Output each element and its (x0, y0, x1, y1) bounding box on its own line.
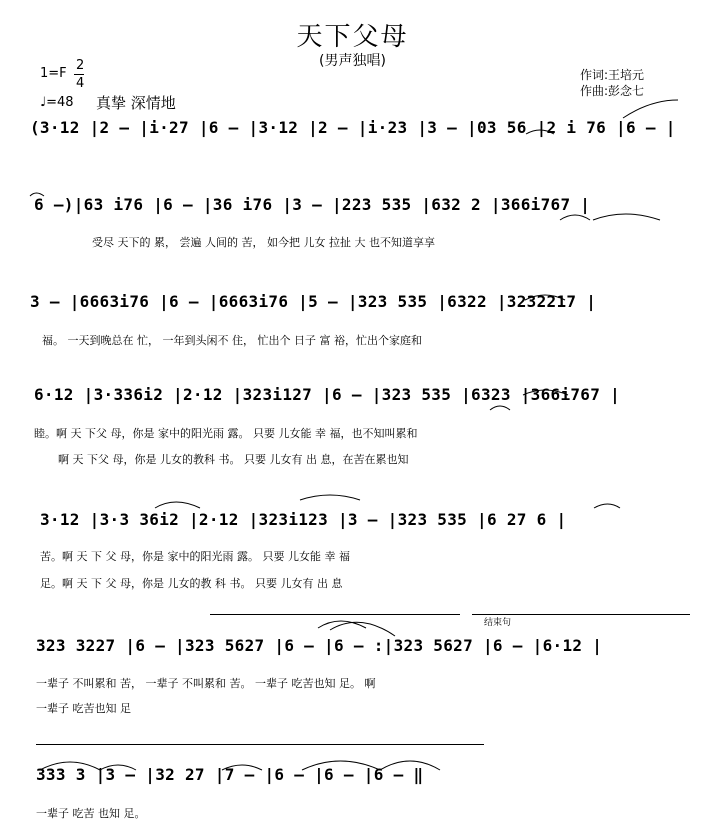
slur-arc (490, 406, 510, 410)
lyricist-credit: 作词:王培元 (580, 68, 645, 82)
score-line-7: 333 3 |3 — |32 27 |7 — |6 — |6 — |6 — ‖ (36, 765, 424, 784)
composer-credit: 作曲:彭念七 (580, 84, 645, 98)
lyric-line-5-verse-2: 足。啊 天 下 父 母，你是 儿女的教 科 书。 只要 儿女有 出 息 (40, 577, 343, 590)
score-line-2: 6 —)|63 i76 |6 — |36 i76 |3 — |223 535 |632 2 |366i767 | (34, 195, 591, 214)
tie-arc (623, 100, 678, 118)
lyric-line-4-verse-1: 睦。啊 天 下父 母，你是 家中的阳光雨 露。 只要 儿女能 幸 福，也不知叫累和 (34, 427, 418, 440)
coda-bracket-line (36, 744, 484, 745)
song-subtitle: (男声独唱) (319, 53, 386, 69)
score-line-5: 3·12 |3·3 36i2 |2·12 |323i123 |3 — |323 535 |6 27 6 | (40, 510, 567, 529)
lyric-line-5-verse-1: 苦。啊 天 下 父 母，你是 家中的阳光雨 露。 只要 儿女能 幸 福 (40, 550, 350, 563)
time-signature-top: 2 (76, 58, 85, 73)
tempo-marking: ♩=48 (40, 95, 74, 110)
lyric-line-7-verse-1: 一辈子 吃苦 也知 足。 (36, 807, 146, 820)
expression-marking: 真挚 深情地 (96, 94, 176, 112)
lyric-line-6-verse-2: 一辈子 吃苦也知 足 (36, 702, 131, 715)
slur-arc (593, 214, 660, 220)
slur-arc (594, 504, 620, 508)
ending-label: 结束句 (484, 618, 512, 628)
slur-arc (300, 495, 360, 500)
slur-arc (560, 215, 590, 220)
lyric-line-4-verse-2: 啊 天 下父 母，你是 儿女的教科 书。 只要 儿女有 出 息，在苦在累也知 (58, 453, 409, 466)
slur-arc (155, 502, 200, 508)
score-line-6: 323 3227 |6 — |323 5627 |6 — |6 — :|323 5627 |6 — |6·12 | (36, 636, 603, 655)
repeat-bracket (210, 614, 460, 615)
lyric-line-3-verse-1: 福。 一天到晚总在 忙， 一年到头闲不 住， 忙出个 日子 富 裕，忙出个家庭和 (42, 334, 422, 347)
lyric-line-6-verse-1: 一辈子 不叫累和 苦， 一辈子 不叫累和 苦。 一辈子 吃苦也知 足。 啊 (36, 677, 376, 690)
key-signature: 1=F (40, 66, 67, 81)
time-signature-bottom: 4 (76, 76, 85, 91)
score-line-3: 3 — |6663i76 |6 — |6663i76 |5 — |323 535 |6322 |3232217 | (30, 292, 597, 311)
song-title: 天下父母 (296, 22, 409, 52)
score-line-1: (3·12 |2 — |i·27 |6 — |3·12 |2 — |i·23 |3 — |03 56 |2 i 76 |6 — | (30, 118, 676, 137)
score-line-4: 6·12 |3·336i2 |2·12 |323i127 |6 — |323 535 |6323 |366i767 | (34, 385, 621, 404)
lyric-line-2-verse-1: 受尽 天下的 累， 尝遍 人间的 苦， 如今把 儿女 拉扯 大 也不知道享享 (92, 236, 435, 249)
time-signature-bar (74, 74, 84, 75)
tie-arc (330, 622, 395, 636)
